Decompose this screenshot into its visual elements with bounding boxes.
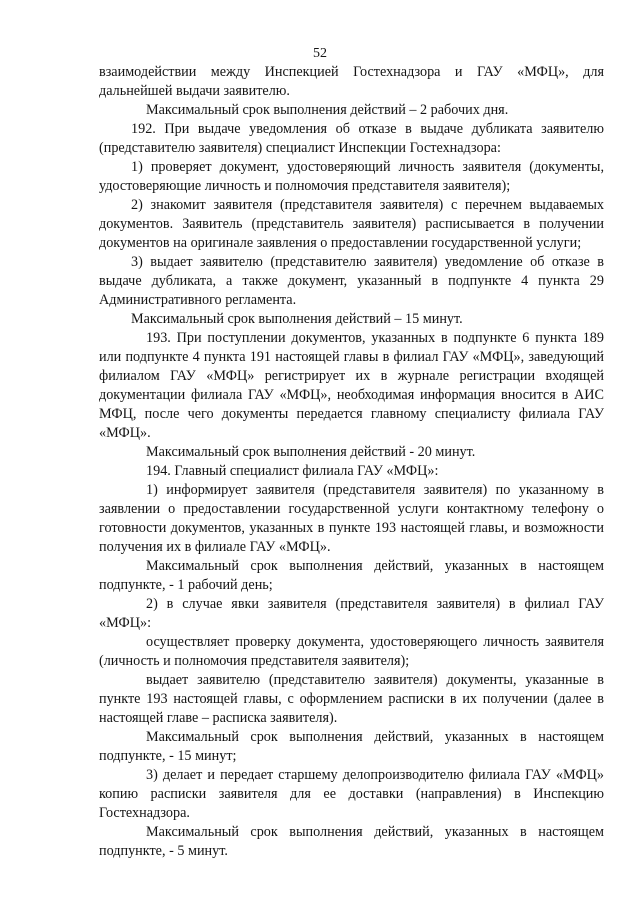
paragraph: 1) проверяет документ, удостоверяющий личность заявителя (документы, удостоверяющие личность и полномочия представителя заявителя); [99,159,604,194]
paragraph: 192. При выдаче уведомления об отказе в выдаче дубликата заявителю (представителю заявителя) специалист Инспекции Гостехнадзора: [99,121,604,156]
paragraph: Максимальный срок выполнения действий, указанных в настоящем подпункте, - 15 минут; [99,729,604,764]
paragraph: 3) выдает заявителю (представителю заявителя) уведомление об отказе в выдаче дубликата, а также документ, указанный в подпункте 4 пункта 29 Административного регламента. [99,254,604,308]
paragraph: осуществляет проверку документа, удостоверяющего личность заявителя (личность и полномочия представителя заявителя); [99,634,604,669]
paragraph: 3) делает и передает старшему делопроизводителю филиала ГАУ «МФЦ» копию расписки заявителя для ее доставки (направления) в Инспекцию Гостехнадзора. [99,767,604,821]
paragraph: Максимальный срок выполнения действий - 20 минут. [146,444,476,460]
paragraph: взаимодействии между Инспекцией Гостехнадзора и ГАУ «МФЦ», для дальнейшей выдачи заявителю. [99,64,604,99]
paragraph: выдает заявителю (представителю заявителя) документы, указанные в пункте 193 настоящей главы, с оформлением расписки в их получении (далее в настоящей главе – расписка заявителя). [99,672,604,726]
paragraph: 2) в случае явки заявителя (представителя заявителя) в филиал ГАУ «МФЦ»: [99,596,604,631]
paragraph: 1) информирует заявителя (представителя заявителя) по указанному в заявлении о предоставлении государственной услуги контактному телефону о готовности документов, указанных в пункте 193 настоящей главы, и возможности получения их в филиале ГАУ «МФЦ». [99,482,604,555]
paragraph: Максимальный срок выполнения действий, указанных в настоящем подпункте, - 5 минут. [99,824,604,859]
paragraph: 193. При поступлении документов, указанных в подпункте 6 пункта 189 или подпункте 4 пункта 191 настоящей главы в филиал ГАУ «МФЦ», заведующий филиалом ГАУ «МФЦ» регистрирует их в журнале регистрации входящей документации филиала ГАУ «МФЦ», необходимая информация вносится в АИС МФЦ, после чего документы передается главному специалисту филиала ГАУ «МФЦ». [99,330,604,441]
paragraph: Максимальный срок выполнения действий – 2 рабочих дня. [146,102,509,118]
document-body [99,63,604,861]
paragraph: 2) знакомит заявителя (представителя заявителя) с перечнем выдаваемых документов. Заявитель (представитель заявителя) расписывается в получении документов на оригинале заявления о предоставлении государственной услуги; [99,197,604,251]
paragraph: Максимальный срок выполнения действий, указанных в настоящем подпункте, - 1 рабочий день; [99,558,604,593]
page-number: 52 [313,46,327,61]
paragraph: 194. Главный специалист филиала ГАУ «МФЦ»: [146,463,439,479]
paragraph: Максимальный срок выполнения действий – 15 минут. [131,311,463,327]
